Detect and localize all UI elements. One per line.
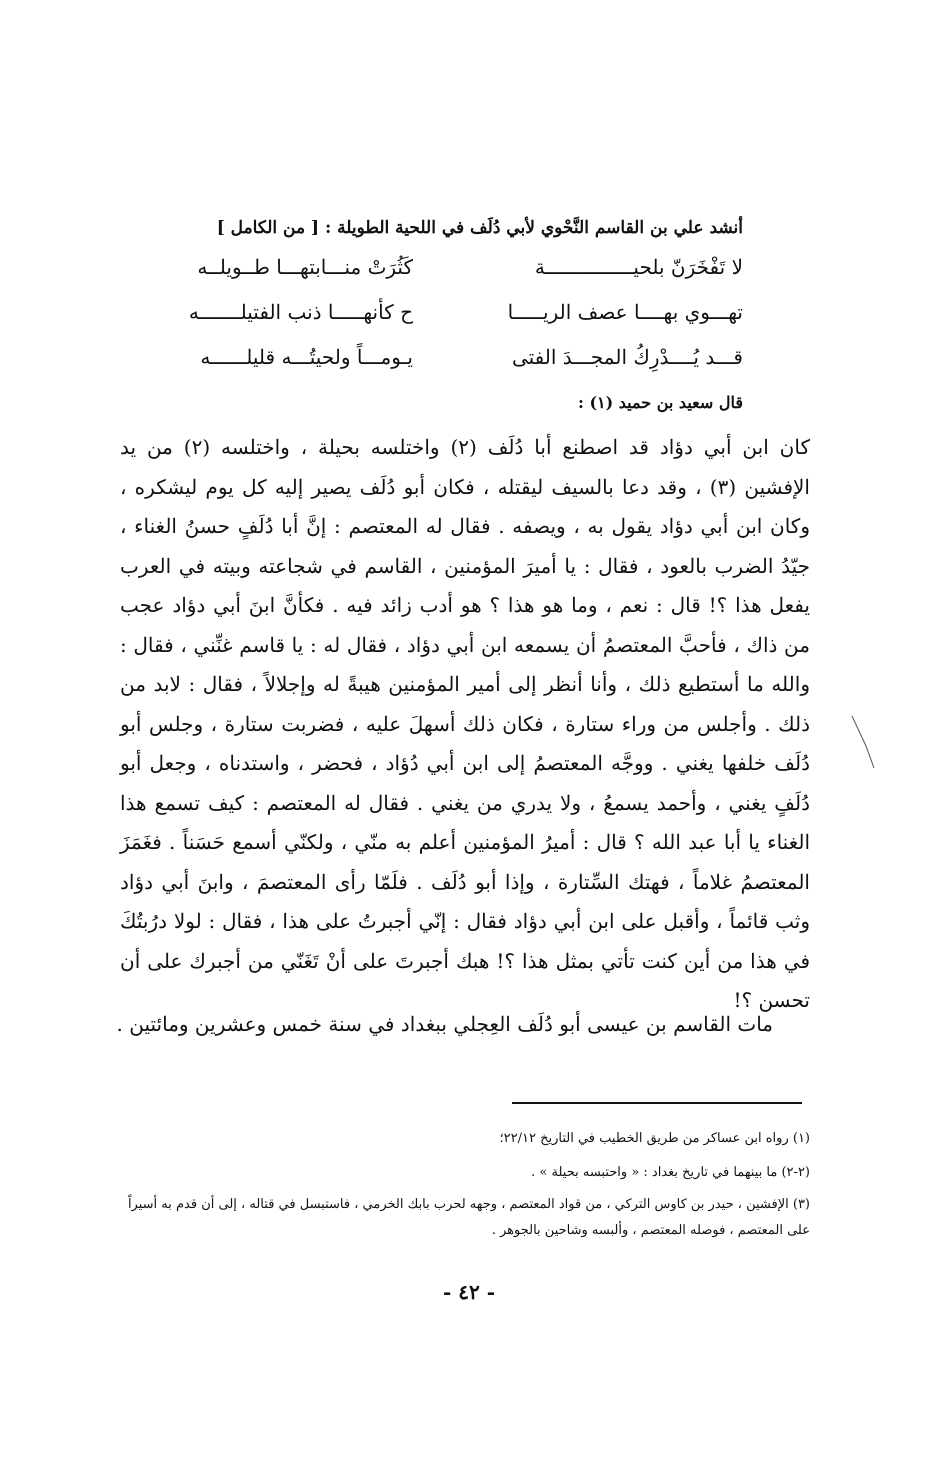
main-paragraph: كان ابن أبي دؤاد قد اصطنع أبا دُلَف (٢) واختلسه بحيلة ، واختلسه (٢) من يد الإفشين (٣) ، وقد دعا بالسيف ليقتله ، فكان أبو دُلَف يصير إليه كل يوم ليشكره ، وكان ابن أبي دؤاد يقول به ، ويصفه . فقال له المعتصم : إنَّ أبا دُلَفٍ حسنُ الغناء ، جيّدُ الضرب بالعود ، فقال : يا أميرَ المؤمنين ، القاسم في شجاعته وبيته في العرب يفعل هذا ؟! قال : نعم ، وما هو هذا ؟ هو أدب زائد فيه . فكأنَّ ابنَ أبي دؤاد عجب من ذاك ، فأحبَّ المعتصمُ أن يسمعه ابن أبي دؤاد ، فقال له : يا قاسم غنِّني ، فقال : والله ما أستطيع ذلك ، وأنا أنظر إلى أمير المؤمنين هيبةً له وإجلالاً ، فقال : لابد من ذلك . وأجلس من وراء ستارة ، فكان ذلك أسهلَ عليه ، فضربت ستارة ، وجلس أبو دُلَف خلفها يغني . ووجَّه المعتصمُ إلى ابن أبي دُؤاد ، فحضر ، واستدناه ، وجعل أبو دُلَفٍ يغني ، وأحمد يسمعُ ، ولا يدري من يغني . فقال له المعتصم : كيف تسمع هذا الغناء يا أبا عبد الله ؟ قال : أميرُ المؤمنين أعلم به منّي ، ولكنّي أسمع حَسَناً . فغَمَزَ المعتصمُ غلاماً ، فهتك السِّتارة ، وإذا أبو دُلَف . فلَمّا رأى المعتصمَ ، وابنَ أبي دؤاد وثب قائماً ، وأقبل على ابن أبي دؤاد فقال : إنّي أجبرتُ على هذا ، فقال : لولا درُبتُكَ في هذا من أين كنت تأتي بمثل هذا ؟! هبك أجبرتَ على أنْ تَغَنّي من أجبرك على أن تحسن ؟! xyxy=(120,435,811,1012)
verse-hemistich-second: يـومـــاً ولحيتُـــه قليلــــــه xyxy=(200,345,413,369)
verse-hemistich-first: قـــد يُــــدْرِكُ المجـــدَ الفتى xyxy=(511,345,743,369)
narrator-line: قال سعيد بن حميد (١) : xyxy=(578,393,743,412)
verse-hemistich-first: لا تَفْخَرَنّ بلحيـــــــــــــــة xyxy=(534,255,743,279)
verse-hemistich-second: ح كأنهـــــا ذنب الفتيلـــــــه xyxy=(188,300,413,324)
page-number: - ٤٢ - xyxy=(442,1280,495,1304)
verse-hemistich-second: كَثُرَتْ منـــابتهـــا طــويلــه xyxy=(197,255,413,279)
footnote: (١) رواه ابن عساكر من طريق الخطيب في التاريخ ٢٢/١٢؛ xyxy=(499,1131,810,1146)
footnote: (٢-٢) ما بينهما في تاريخ بغداد : « واحتبسه بحيلة » . xyxy=(531,1165,810,1180)
footnote: (٣) الإفشين ، حيدر بن كاوس التركي ، من قواد المعتصم ، وجهه لحرب بابك الخرمي ، فاستبسل في قتاله ، إلى أن قدم به أسيراً على المعتصم ، فوصله المعتصم ، وألبسه وشاحين بالجوهر . xyxy=(127,1197,810,1238)
closing-line: مات القاسم بن عيسى أبو دُلَف العِجلي ببغداد في سنة خمس وعشرين ومائتين . xyxy=(116,1012,773,1036)
verse-hemistich-first: تهـــوي بهــــا عصف الريـــــا xyxy=(507,300,743,324)
poem-intro: أنشد علي بن القاسم النَّحْوي لأبي دُلَف في اللحية الطويلة : [ من الكامل ] xyxy=(216,218,743,238)
verse-line xyxy=(153,345,743,379)
footnote-divider xyxy=(512,1102,802,1104)
verse-line xyxy=(153,255,743,289)
verse-line xyxy=(153,300,743,334)
scan-mark xyxy=(848,712,878,772)
